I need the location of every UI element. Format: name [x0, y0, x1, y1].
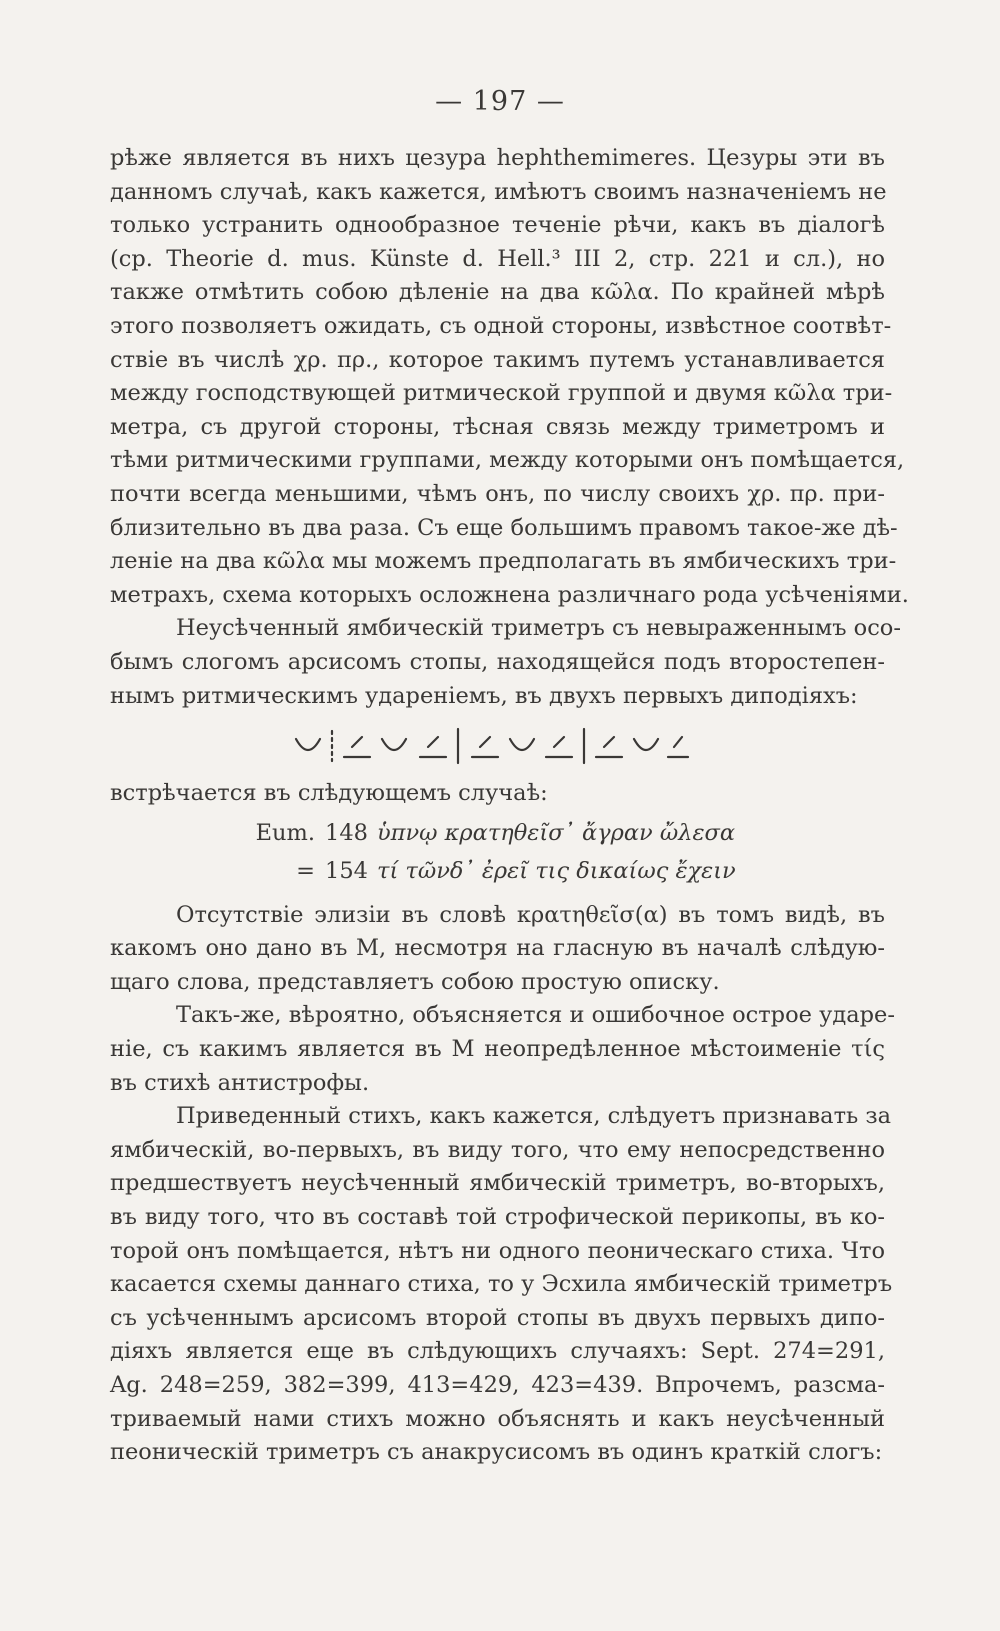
- verse-quotation: [110, 817, 885, 893]
- paragraph-5: [110, 999, 895, 1100]
- text-line: Приведенный стихъ, какъ кажется, слѣдуетъ признавать за: [176, 1103, 892, 1130]
- text-line: метрахъ, схема которыхъ осложнена различнаго рода усѣченіями.: [110, 581, 909, 608]
- text-line: данномъ случаѣ, какъ кажется, имѣютъ своимъ назначеніемъ не: [110, 178, 887, 205]
- paragraph-6: [110, 1100, 893, 1470]
- text-line: въ виду того, что въ составѣ той строфической перикопы, въ ко-: [110, 1204, 885, 1231]
- page-number: — 197 —: [435, 86, 565, 117]
- text-line: почти всегда меньшими, чѣмъ онъ, по числу своихъ χρ. πρ. при-: [110, 480, 885, 507]
- text-line: предшествуетъ неусѣченный ямбическій триметръ, во-вторыхъ,: [110, 1170, 885, 1197]
- text-line: Отсутствіе элизіи въ словѣ κρατηθεῖσ(α) въ томъ видѣ, въ: [176, 901, 885, 928]
- text-line: Неусѣченный ямбическій триметръ съ невыраженнымъ осо-: [176, 615, 901, 642]
- text-line: рѣже является въ нихъ цезура hephthemimeres. Цезуры эти въ: [110, 145, 885, 171]
- text-line: встрѣчается въ слѣдующемъ случаѣ:: [110, 780, 548, 807]
- paragraph-2: [110, 612, 901, 713]
- paragraph-4: [110, 899, 885, 1000]
- text-line: триваемый нами стихъ можно объяснять и какъ неусѣченный: [110, 1405, 885, 1432]
- text-line: нымъ ритмическимъ удареніемъ, въ двухъ первыхъ диподіяхъ:: [110, 682, 858, 709]
- text-line: ямбическій, во-первыхъ, въ виду того, что ему непосредственно: [110, 1136, 885, 1163]
- text-line: діяхъ является еще въ слѣдующихъ случаяхъ: Sept. 274=291,: [110, 1338, 885, 1365]
- verse-number: 148: [325, 819, 368, 846]
- text-line: касается схемы даннаго стиха, то у Эсхила ямбическій триметръ: [110, 1271, 893, 1298]
- text-line: пеоническій триметръ съ анакрусисомъ въ одинъ краткій слогъ:: [110, 1439, 883, 1466]
- text-line: Ag. 248=259, 382=399, 413=429, 423=439. Впрочемъ, разсма-: [110, 1372, 885, 1398]
- text-line: этого позволяетъ ожидать, съ одной стороны, извѣстное соотвѣт-: [110, 312, 892, 339]
- text-line: только устранить однообразное теченіе рѣчи, какъ въ діалогѣ: [110, 212, 885, 239]
- metrical-scheme-figure: [290, 717, 690, 769]
- text-line: съ усѣченнымъ арсисомъ второй стопы въ двухъ первыхъ дипо-: [110, 1304, 885, 1331]
- text-line: также отмѣтить собою дѣленіе на два κῶλα. По крайней мѣрѣ: [110, 279, 885, 306]
- text-line: ніе, съ какимъ является въ M неопредѣленное мѣстоименіе τίς: [110, 1036, 885, 1063]
- text-line: торой онъ помѣщается, нѣтъ ни одного пеоническаго стиха. Что: [110, 1237, 885, 1264]
- verse-greek: τί τῶνδ᾽ ἐρεῖ τις δικαίως ἔχειν: [377, 857, 736, 884]
- text-line: какомъ оно дано въ M, несмотря на гласную въ началѣ слѣдую-: [110, 935, 885, 962]
- paragraph-3: [110, 777, 885, 811]
- text-line: бымъ слогомъ арсисомъ стопы, находящейся подъ второстепен-: [110, 648, 885, 675]
- text-line: тѣми ритмическими группами, между которыми онъ помѣщается,: [110, 447, 905, 474]
- text-line: ствіе въ числѣ χρ. πρ., которое такимъ путемъ устанавливается: [110, 346, 885, 373]
- metrical-scheme: [110, 713, 885, 777]
- verse-number: 154: [325, 857, 368, 884]
- text-line: (ср. Theorie d. mus. Künste d. Hell.³ III 2, стр. 221 и сл.), но: [110, 245, 885, 272]
- verse-reference: =: [296, 857, 315, 884]
- verse-line: [110, 817, 885, 855]
- paragraph-1: [110, 142, 909, 612]
- text-line: близительно въ два раза. Съ еще большимъ правомъ такое-же дѣ-: [110, 514, 898, 541]
- text-line: въ стихѣ антистрофы.: [110, 1069, 370, 1096]
- verse-line: [110, 855, 885, 893]
- text-line: леніе на два κῶλα мы можемъ предполагать въ ямбическихъ три-: [110, 548, 897, 575]
- verse-greek: ὑπνῳ κρατηθεῖσ᾽ ἄγραν ὤλεσα: [377, 819, 736, 846]
- text-line: между господствующей ритмической группой и двумя κῶλα три-: [110, 380, 893, 407]
- text-line: Такъ-же, вѣроятно, объясняется и ошибочное острое ударе-: [176, 1002, 895, 1029]
- main-text: [110, 142, 909, 1470]
- verse-reference: Eum.: [255, 819, 315, 846]
- text-line: щаго слова, представляетъ собою простую описку.: [110, 968, 720, 995]
- text-line: метра, съ другой стороны, тѣсная связь между триметромъ и: [110, 413, 885, 440]
